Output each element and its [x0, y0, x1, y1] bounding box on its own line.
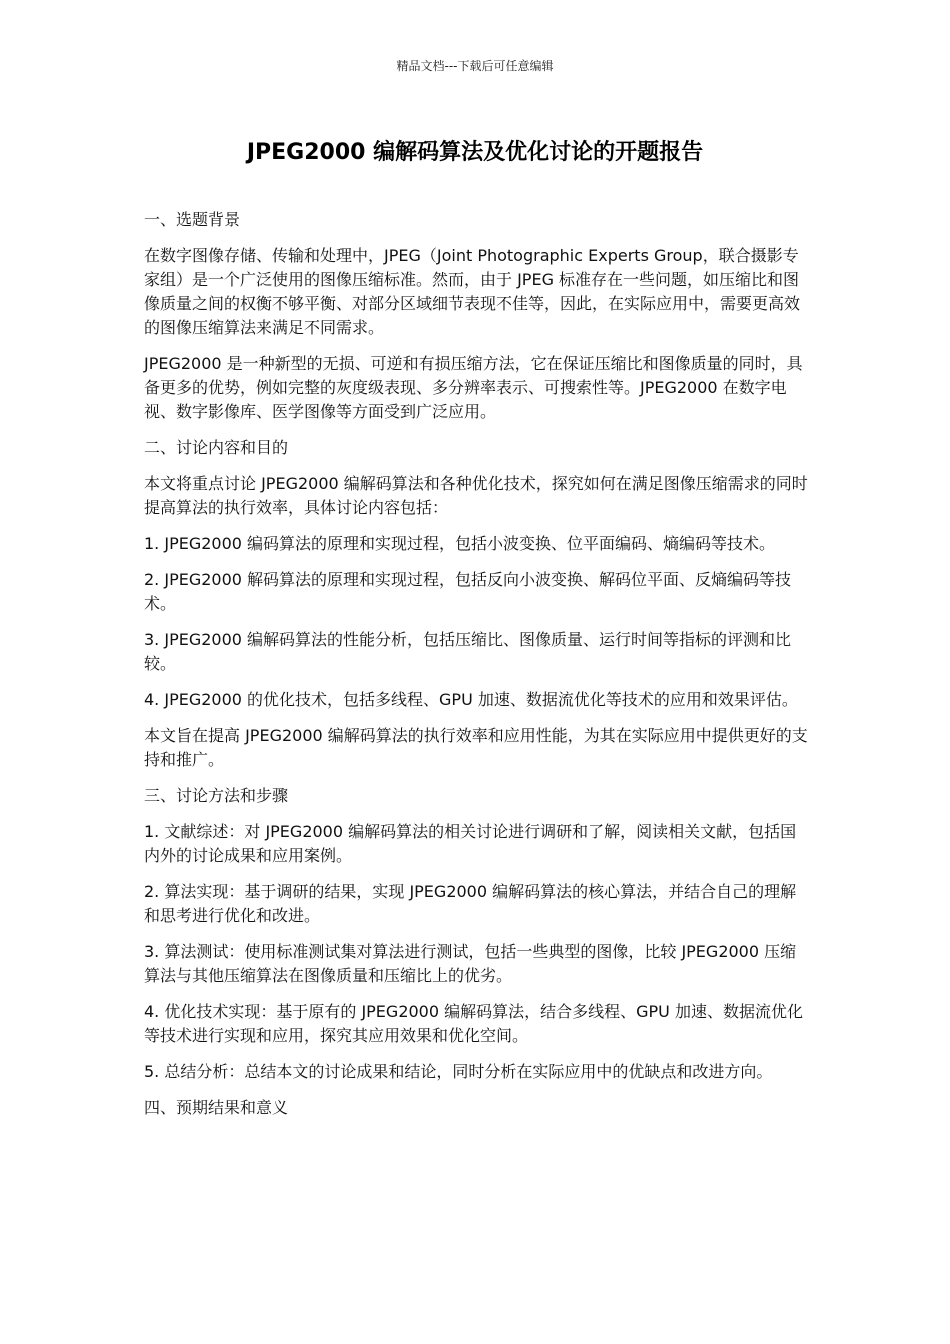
paragraph: 在数字图像存储、传输和处理中，JPEG（Joint Photographic Experts Group，联合摄影专家组）是一个广泛使用的图像压缩标准。然而，由于 JPEG 标准存在一些问题，如压缩比和图像质量之间的权衡不够平衡、对部分区域细节表现不佳等，因此，在实际应用中，需要更高效的图像压缩算法来满足不同需求。: [144, 246, 801, 337]
paragraph: 本文将重点讨论 JPEG2000 编解码算法和各种优化技术，探究如何在满足图像压缩需求的同时提高算法的执行效率，具体讨论内容包括：: [144, 474, 808, 517]
list-item: 4. JPEG2000 的优化技术，包括多线程、GPU 加速、数据流优化等技术的应用和效果评估。: [144, 690, 798, 709]
section-heading-methods: 三、讨论方法和步骤: [144, 786, 289, 805]
list-item: 2. JPEG2000 解码算法的原理和实现过程，包括反向小波变换、解码位平面、反熵编码等技术。: [144, 570, 792, 613]
section-heading-content-purpose: 二、讨论内容和目的: [144, 438, 289, 457]
document-body: [144, 208, 810, 1132]
section-heading-background: 一、选题背景: [144, 210, 241, 229]
list-item: 3. JPEG2000 编解码算法的性能分析，包括压缩比、图像质量、运行时间等指标的评测和比较。: [144, 630, 792, 673]
list-item: 5. 总结分析：总结本文的讨论成果和结论，同时分析在实际应用中的优缺点和改进方向。: [144, 1062, 773, 1081]
document-title: JPEG2000 编解码算法及优化讨论的开题报告: [246, 140, 704, 165]
list-item: 4. 优化技术实现：基于原有的 JPEG2000 编解码算法，结合多线程、GPU 加速、数据流优化等技术进行实现和应用，探究其应用效果和优化空间。: [144, 1002, 803, 1045]
section-heading-expected-results: 四、预期结果和意义: [144, 1098, 289, 1117]
paragraph: 本文旨在提高 JPEG2000 编解码算法的执行效率和应用性能，为其在实际应用中提供更好的支持和推广。: [144, 726, 808, 769]
list-item: 2. 算法实现：基于调研的结果，实现 JPEG2000 编解码算法的核心算法，并结合自己的理解和思考进行优化和改进。: [144, 882, 797, 925]
paragraph: JPEG2000 是一种新型的无损、可逆和有损压缩方法，它在保证压缩比和图像质量的同时，具备更多的优势，例如完整的灰度级表现、多分辨率表示、可搜索性等。JPEG2000 在数字电视、数字影像库、医学图像等方面受到广泛应用。: [144, 354, 803, 421]
list-item: 1. JPEG2000 编码算法的原理和实现过程，包括小波变换、位平面编码、熵编码等技术。: [144, 534, 776, 553]
list-item: 1. 文献综述：对 JPEG2000 编解码算法的相关讨论进行调研和了解，阅读相关文献，包括国内外的讨论成果和应用案例。: [144, 822, 797, 865]
page-header: 精品文档---下载后可任意编辑: [396, 59, 554, 73]
list-item: 3. 算法测试：使用标准测试集对算法进行测试，包括一些典型的图像，比较 JPEG2000 压缩算法与其他压缩算法在图像质量和压缩比上的优劣。: [144, 942, 797, 985]
